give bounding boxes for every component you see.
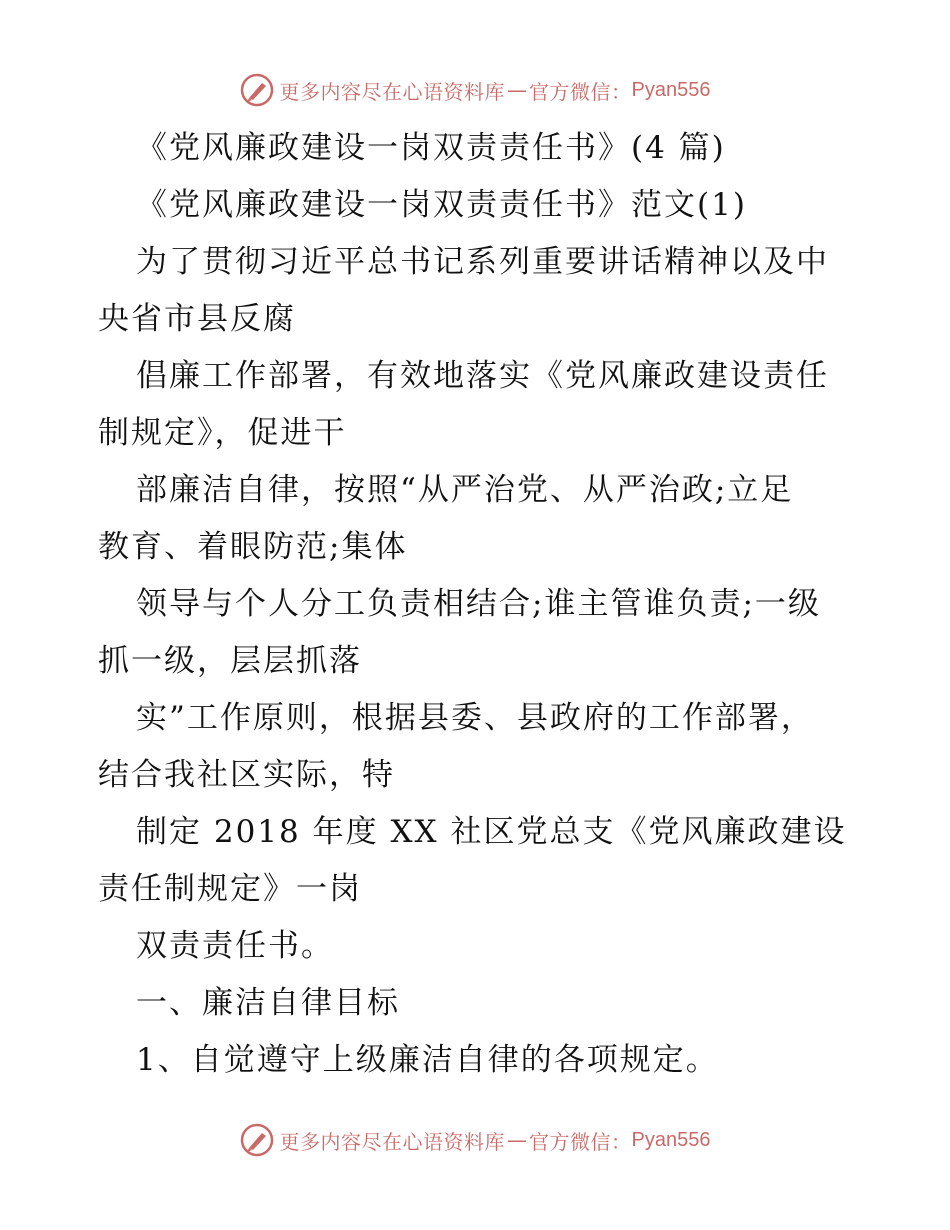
watermark-separator: — (507, 1128, 528, 1152)
text-line: 结合我社区实际，特 (98, 757, 395, 793)
text-line: 实”工作原则，根据县委、县政府的工作部署， (136, 700, 814, 736)
watermark-account: Pyan556 (631, 78, 711, 101)
pen-logo-icon (240, 73, 274, 107)
watermark-text: 更多内容尽在心语资料库 (279, 79, 506, 104)
text-line: 抓一级，层层抓落 (98, 643, 362, 679)
watermark-label: 官方微信： (529, 79, 632, 104)
text-line: 双责责任书。 (136, 928, 334, 964)
watermark-account: Pyan556 (631, 1128, 711, 1151)
section-heading: 一、廉洁自律目标 (136, 985, 400, 1021)
watermark-text: 更多内容尽在心语资料库 (279, 1129, 506, 1154)
header-watermark (0, 70, 950, 110)
doc-subtitle: 《党风廉政建设一岗双责责任书》范文(1) (136, 187, 747, 223)
text-line: 制规定》，促进干 (98, 415, 347, 451)
footer-watermark (0, 1120, 950, 1160)
text-line: 领导与个人分工负责相结合;谁主管谁负责;一级 (136, 586, 821, 622)
text-line: 倡廉工作部署，有效地落实《党风廉政建设责任 (136, 358, 829, 394)
text-line: 教育、着眼防范;集体 (98, 529, 408, 565)
watermark-separator: — (507, 78, 528, 102)
doc-title: 《党风廉政建设一岗双责责任书》(4 篇) (136, 130, 726, 166)
text-line: 制定 2018 年度 XX 社区党总支《党风廉政建设 (136, 814, 847, 850)
text-line: 央省市县反腐 (98, 301, 296, 337)
text-line: 为了贯彻习近平总书记系列重要讲话精神以及中 (136, 244, 829, 280)
list-item: 1、自觉遵守上级廉洁自律的各项规定。 (136, 1042, 719, 1078)
text-line: 责任制规定》一岗 (98, 871, 362, 907)
text-line: 部廉洁自律，按照“从严治党、从严治政;立足 (136, 472, 794, 508)
pen-logo-icon (240, 1123, 274, 1157)
watermark-label: 官方微信： (529, 1129, 632, 1154)
document-body (98, 120, 858, 1089)
